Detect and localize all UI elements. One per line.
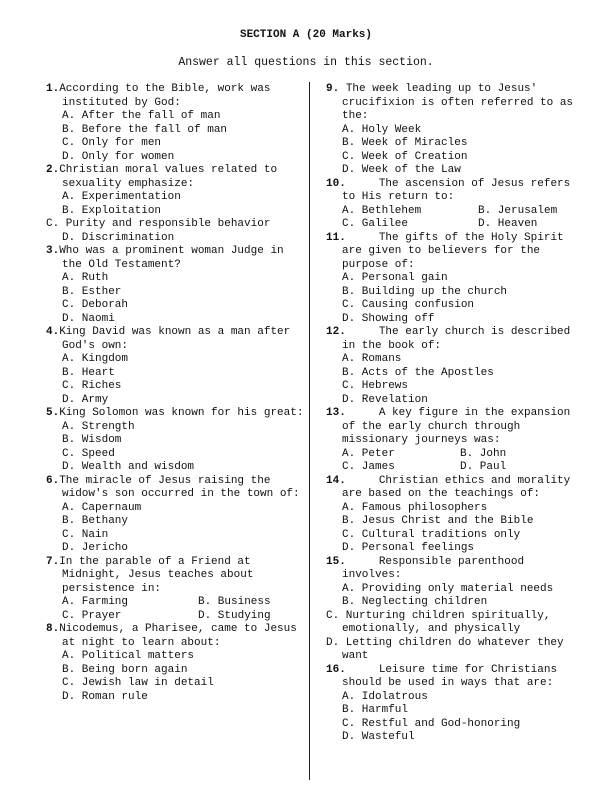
question-number: 1. <box>46 83 60 95</box>
option-row <box>326 205 580 219</box>
question-5 <box>46 407 308 475</box>
option: C. Deborah <box>62 299 129 311</box>
question-number: 15. <box>326 555 346 568</box>
question-number: 4. <box>46 326 60 338</box>
question-10 <box>326 178 580 232</box>
column-divider <box>309 82 310 780</box>
option: A. Providing only material needs <box>342 582 554 595</box>
option: C. James <box>342 461 395 473</box>
question-number: 8. <box>46 623 60 635</box>
question-number: 7. <box>46 555 60 568</box>
option: D. Paul <box>460 461 507 473</box>
question-number: 13. <box>326 407 346 419</box>
question-2 <box>46 164 308 245</box>
option: D. Naomi <box>62 312 115 325</box>
question-text: The miracle of Jesus raising the widow's son occurred in the town of: <box>59 474 300 500</box>
option: B. Heart <box>62 366 115 379</box>
left-column <box>46 83 308 704</box>
option: C. Prayer <box>62 609 122 622</box>
question-text: King David was known as a man after God's own: <box>59 326 291 352</box>
option: B. Acts of the Apostles <box>342 366 494 379</box>
question-13 <box>326 407 580 475</box>
question-text: Who was a prominent woman Judge in the Old Testament? <box>59 245 284 271</box>
question-number: 16. <box>326 663 346 676</box>
section-title: SECTION A (20 Marks) <box>239 29 373 41</box>
option: A. Experimentation <box>62 191 181 203</box>
option: A. Famous philosophers <box>342 501 488 514</box>
question-text: According to the Bible, work was instituted by God: <box>59 83 271 109</box>
question-text: In the parable of a Friend at Midnight, Jesus teaches about persistence in: <box>59 555 254 595</box>
option: D. Wealth and wisdom <box>62 461 195 473</box>
question-1 <box>46 83 308 164</box>
option: A. Personal gain <box>342 272 448 284</box>
option: A. Kingdom <box>62 353 129 365</box>
option-row <box>326 461 580 475</box>
option: D. Letting children do whatever they want <box>326 636 564 662</box>
section-instruction: Answer all questions in this section. <box>178 56 434 69</box>
question-7 <box>46 556 308 624</box>
question-text: Nicodemus, a Pharisee, came to Jesus at night to learn about: <box>59 623 297 649</box>
option: D. Jericho <box>62 542 129 554</box>
option: D. Heaven <box>478 218 538 230</box>
question-number: 3. <box>46 245 60 257</box>
option: A. Ruth <box>62 272 109 284</box>
option: C. Riches <box>62 380 122 392</box>
option-row <box>46 610 308 624</box>
option: B. Week of Miracles <box>342 137 468 149</box>
option: B. Bethany <box>62 515 129 527</box>
option: A. Holy Week <box>342 123 422 136</box>
question-number: 11. <box>326 231 346 244</box>
option: B. Exploitation <box>62 204 162 217</box>
question-text: Christian moral values related to sexuality emphasize: <box>59 164 278 190</box>
option: D. Roman rule <box>62 690 148 703</box>
option: C. Nurturing children spiritually, emotionally, and physically <box>326 609 551 635</box>
question-text: King Solomon was known for his great: <box>59 407 304 419</box>
question-text: A key figure in the expansion of the early church through missionary journeys was: <box>342 407 571 446</box>
question-11 <box>326 232 580 327</box>
question-number: 10. <box>326 177 346 190</box>
option: C. Only for men <box>62 137 162 149</box>
question-14 <box>326 475 580 556</box>
option: A. Farming <box>62 596 129 608</box>
question-8 <box>46 623 308 704</box>
question-number: 2. <box>46 164 60 176</box>
option: D. Studying <box>198 609 271 622</box>
option: B. Before the fall of man <box>62 123 228 136</box>
option: A. After the fall of man <box>62 110 221 122</box>
option: C. Hebrews <box>342 380 409 392</box>
option-row <box>326 448 580 462</box>
option: A. Bethlehem <box>342 204 422 217</box>
option-row <box>326 218 580 232</box>
option: B. Business <box>198 596 271 608</box>
question-15 <box>326 556 580 664</box>
option: B. Building up the church <box>342 285 508 298</box>
question-number: 9. <box>326 83 340 95</box>
option: B. Wisdom <box>62 434 122 446</box>
option: A. Capernaum <box>62 501 142 514</box>
option: C. Nain <box>62 528 109 541</box>
option: B. Esther <box>62 285 122 298</box>
option: D. Showing off <box>342 312 435 325</box>
question-3 <box>46 245 308 326</box>
question-text: The early church is described in the book of: <box>342 326 571 352</box>
question-text: The ascension of Jesus refers to His return to: <box>342 177 571 203</box>
option: D. Personal feelings <box>342 542 475 554</box>
question-number: 12. <box>326 326 346 338</box>
option: C. Jewish law in detail <box>62 677 214 689</box>
option: C. Restful and God-honoring <box>342 717 521 730</box>
option: C. Galilee <box>342 218 409 230</box>
question-number: 14. <box>326 474 346 487</box>
option: C. Purity and responsible behavior <box>46 218 271 230</box>
option: A. Peter <box>342 447 395 460</box>
question-6 <box>46 475 308 556</box>
question-text: Responsible parenthood involves: <box>342 555 525 581</box>
option: B. Jerusalem <box>478 204 558 217</box>
option: B. Being born again <box>62 663 188 676</box>
option: C. Causing confusion <box>342 299 475 311</box>
option: D. Army <box>62 393 109 406</box>
question-text: Leisure time for Christians should be used in ways that are: <box>342 663 558 689</box>
question-text: The gifts of the Holy Spirit are given to believers for the purpose of: <box>342 231 564 271</box>
option: B. John <box>460 447 507 460</box>
question-text: The week leading up to Jesus' crucifixion is often referred to as the: <box>342 83 574 122</box>
option: C. Week of Creation <box>342 150 468 163</box>
question-9 <box>326 83 580 178</box>
option: A. Romans <box>342 353 402 365</box>
option: D. Revelation <box>342 393 428 406</box>
question-12 <box>326 326 580 407</box>
option: D. Wasteful <box>342 731 415 743</box>
option: A. Political matters <box>62 650 195 662</box>
question-16 <box>326 664 580 745</box>
option: D. Discrimination <box>62 231 175 244</box>
question-4 <box>46 326 308 407</box>
option: D. Only for women <box>62 150 175 163</box>
question-number: 5. <box>46 407 60 419</box>
question-number: 6. <box>46 474 60 487</box>
option-row <box>46 596 308 610</box>
question-text: Christian ethics and morality are based on the teachings of: <box>342 474 571 500</box>
option: A. Strength <box>62 420 135 433</box>
option: C. Cultural traditions only <box>342 528 521 541</box>
option: A. Idolatrous <box>342 690 428 703</box>
right-column <box>326 83 580 745</box>
option: B. Jesus Christ and the Bible <box>342 515 534 527</box>
option: C. Speed <box>62 447 115 460</box>
option: B. Harmful <box>342 704 409 716</box>
option: D. Week of the Law <box>342 164 461 176</box>
option: B. Neglecting children <box>342 596 488 608</box>
